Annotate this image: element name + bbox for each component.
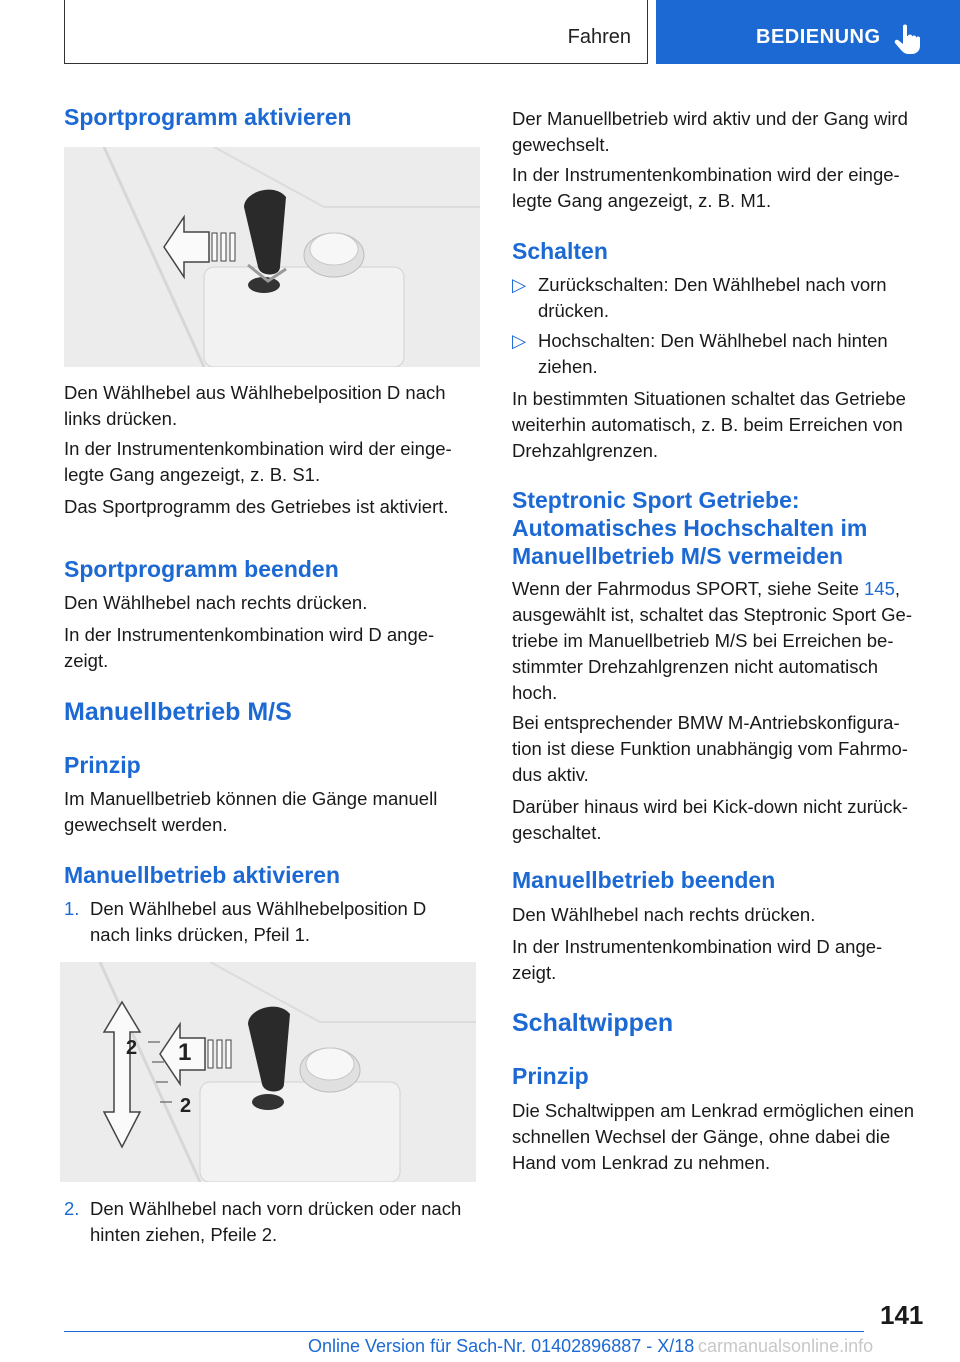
text-sport-on-3: Das Sportprogramm des Getriebes ist aktiviert.: [64, 496, 449, 517]
footer-divider: [64, 1331, 864, 1332]
heading-manual-mode: Manuellbetrieb M/S: [64, 698, 292, 726]
text-manual-active-2b: legte Gang angezeigt, z. B. M1.: [512, 190, 772, 211]
bullet-text-cont: ziehen.: [538, 356, 598, 377]
text-sport-off-2: In der Instrumentenkombination wird D ange-: [64, 624, 435, 645]
heading-manual-off: Manuellbetrieb beenden: [512, 867, 776, 893]
text-manual-off-2: In der Instrumentenkombination wird D ange-: [512, 936, 883, 957]
header-tab[interactable]: [656, 0, 960, 64]
text-steptronic-1: [512, 576, 900, 602]
text-steptronic-4: stimmter Drehzahlgrenzen nicht automatisch: [512, 656, 879, 677]
text-manual-off-2b: zeigt.: [512, 962, 557, 983]
text-sport-on-2b: legte Gang angezeigt, z. B. S1.: [64, 464, 321, 485]
text-auto-shift-1: In bestimmten Situationen schaltet das Getriebe: [512, 388, 906, 409]
page-number: 141: [880, 1300, 924, 1330]
text-manual-active-1: Der Manuellbetrieb wird aktiv und der Gang wird: [512, 108, 908, 129]
text-sport-on-2: In der Instrumentenkombination wird der einge-: [64, 438, 452, 459]
heading-steptronic-1: Steptronic Sport Getriebe:: [512, 487, 800, 513]
text-sport-off-1: Den Wählhebel nach rechts drücken.: [64, 592, 368, 613]
arrow-label-2a: 2: [126, 1037, 138, 1059]
text-steptronic-1-pre: Wenn der Fahrmodus SPORT, siehe Seite: [512, 578, 865, 599]
heading-manual-on: Manuellbetrieb aktivieren: [64, 862, 341, 888]
footer-version-text: Online Version für Sach-Nr. 01402896887 - X/18: [308, 1336, 695, 1356]
step-text-cont: nach links drücken, Pfeil 1.: [90, 924, 311, 945]
step-text: Den Wählhebel nach vorn drücken oder nach: [90, 1198, 462, 1219]
heading-shift: Schalten: [512, 238, 608, 264]
text-sport-off-2b: zeigt.: [64, 650, 109, 671]
bullet-triangle-icon: ▷: [512, 330, 527, 351]
header-section-title: Fahren: [567, 26, 631, 48]
text-kickdown-1: Darüber hinaus wird bei Kick-down nicht zurück-: [512, 796, 908, 817]
text-bmw-m-3: dus aktiv.: [512, 764, 589, 785]
gear-lever-image-1: [64, 147, 480, 367]
step-number: 1.: [64, 898, 80, 919]
text-manual-active-2: In der Instrumentenkombination wird der einge-: [512, 164, 900, 185]
bullet-triangle-icon: ▷: [512, 274, 527, 295]
text-bmw-m-1: Bei entsprechender BMW M-Antriebskonfigura-: [512, 712, 900, 733]
heading-principle-paddles: Prinzip: [512, 1063, 589, 1089]
text-steptronic-1-post: ,: [894, 578, 901, 599]
heading-sport-off: Sportprogramm beenden: [64, 556, 339, 582]
text-kickdown-2: geschaltet.: [512, 822, 602, 843]
bullet-text: Hochschalten: Den Wählhebel nach hinten: [538, 330, 888, 351]
heading-steptronic-3: Manuellbetrieb M/S vermeiden: [512, 543, 844, 569]
text-steptronic-3: triebe im Manuellbetrieb M/S bei Erreichen be-: [512, 630, 894, 651]
watermark: carmanualsonline.info: [698, 1336, 874, 1356]
page-link-145[interactable]: 145: [864, 578, 895, 599]
gear-lever-image-2: [60, 962, 476, 1182]
text-bmw-m-2: tion ist diese Funktion unabhängig vom Fahrmo-: [512, 738, 908, 759]
text-steptronic-5: hoch.: [512, 682, 558, 703]
text-manual-active-1b: gewechselt.: [512, 134, 610, 155]
text-paddles-1: Die Schaltwippen am Lenkrad ermöglichen einen: [512, 1100, 915, 1121]
heading-principle: Prinzip: [64, 752, 141, 778]
arrow-label-2b: 2: [180, 1095, 192, 1117]
text-principle-1: Im Manuellbetrieb können die Gänge manuell: [64, 788, 438, 809]
heading-sport-on: Sportprogramm aktivieren: [64, 104, 352, 130]
heading-paddles: Schaltwippen: [512, 1009, 674, 1037]
step-text-cont: hinten ziehen, Pfeile 2.: [90, 1224, 278, 1245]
step-text: Den Wählhebel aus Wählhebelposition D: [90, 898, 427, 919]
text-sport-on-1b: links drücken.: [64, 408, 178, 429]
bullet-text-cont: drücken.: [538, 300, 609, 321]
header-tab-label: BEDIENUNG: [756, 26, 881, 48]
hand-pointer-icon: [892, 22, 926, 56]
text-manual-off-1: Den Wählhebel nach rechts drücken.: [512, 904, 816, 925]
bullet-text: Zurückschalten: Den Wählhebel nach vorn: [538, 274, 887, 295]
text-auto-shift-3: Drehzahlgrenzen.: [512, 440, 659, 461]
arrow-label-1: 1: [178, 1039, 192, 1066]
header-section-box: [64, 0, 648, 64]
text-steptronic-2: ausgewählt ist, schaltet das Steptronic Sport Ge-: [512, 604, 913, 625]
text-sport-on-1: Den Wählhebel aus Wählhebelposition D nach: [64, 382, 446, 403]
text-paddles-2: schnellen Wechsel der Gänge, ohne dabei die: [512, 1126, 891, 1147]
text-auto-shift-2: weiterhin automatisch, z. B. beim Erreichen von: [512, 414, 903, 435]
text-paddles-3: Hand vom Lenkrad zu nehmen.: [512, 1152, 771, 1173]
heading-steptronic-2: Automatisches Hochschalten im: [512, 515, 868, 541]
step-number: 2.: [64, 1198, 80, 1219]
text-principle-1b: gewechselt werden.: [64, 814, 228, 835]
